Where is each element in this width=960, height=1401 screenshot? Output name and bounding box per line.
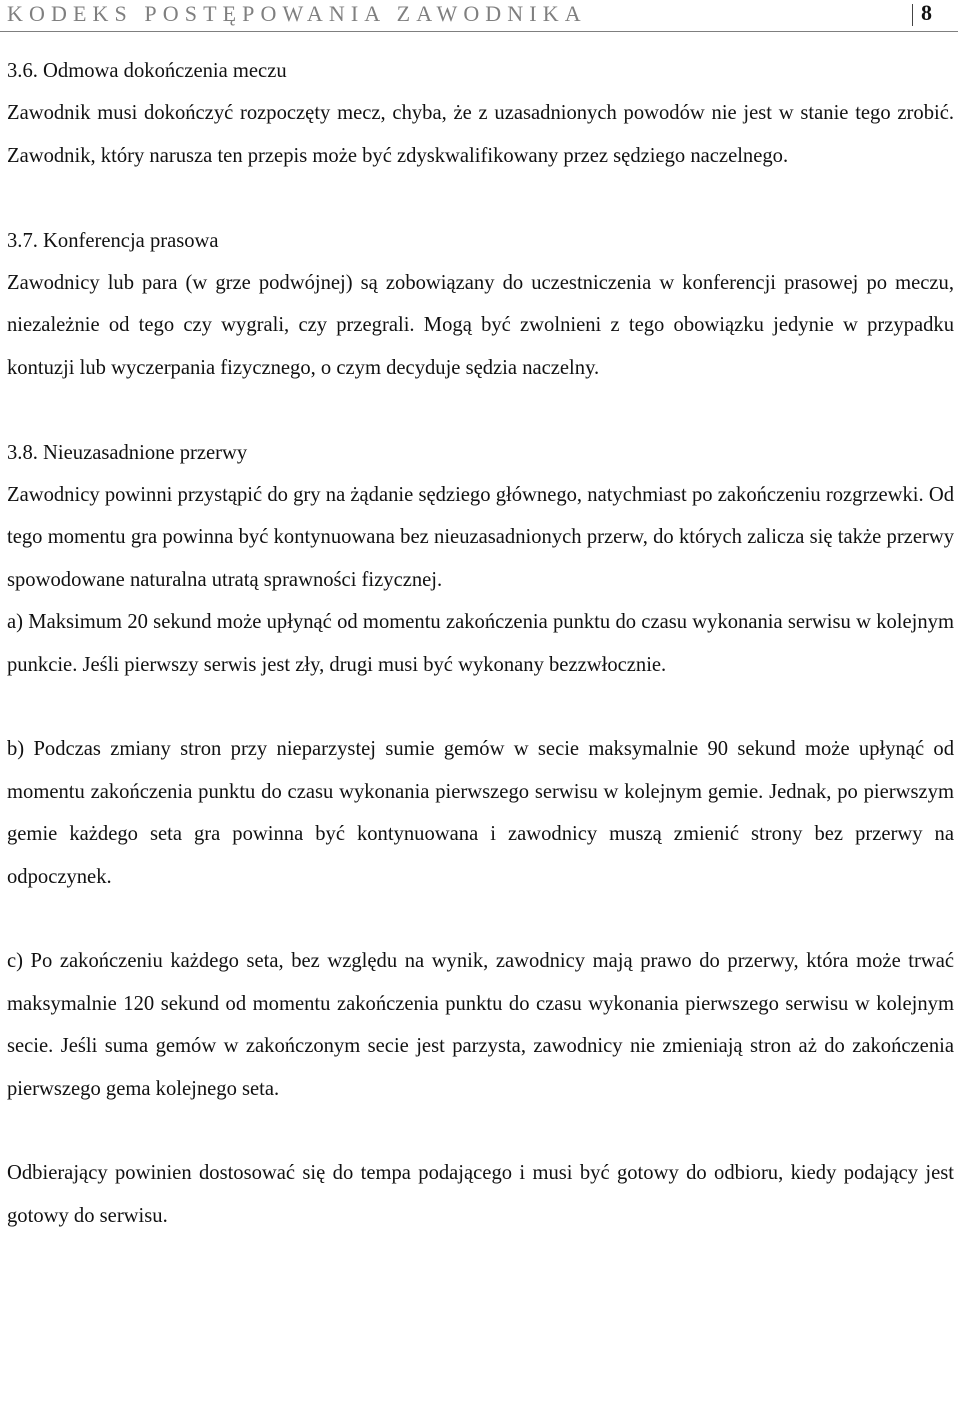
paragraph: Zawodnik musi dokończyć rozpoczęty mecz, chyba, że z uzasadnionych powodów nie jest w stanie tego zrobić. Zawodnik, który narusza ten przepis może być zdyskwalifikowany przez sędziego naczelnego. <box>7 102 954 167</box>
paragraph-spacer <box>7 177 954 219</box>
paragraph: Zawodnicy lub para (w grze podwójnej) są zobowiązany do uczestniczenia w konferencji prasowej po meczu, niezależnie od tego czy wygrali, czy przegrali. Mogą być zwolnieni z tego obowiązku jedynie w przypadku kontuzji lub wyczerpania fizycznego, o czym decyduje sędzia naczelny. <box>7 272 954 379</box>
header-rule <box>0 31 958 32</box>
paragraph: Zawodnicy powinni przystąpić do gry na żądanie sędziego głównego, natychmiast po zakończeniu rozgrzewki. Od tego momentu gra powinna być kontynuowana bez nieuzasadnionych przerw, do których zalicza się także przerwy spowodowane naturalna utratą sprawności fizycznej. <box>7 484 954 591</box>
paragraph-spacer <box>7 389 954 431</box>
paragraph: Odbierający powinien dostosować się do tempa podającego i musi być gotowy do odbioru, kiedy podający jest gotowy do serwisu. <box>7 1162 954 1227</box>
paragraph-spacer <box>7 898 954 940</box>
section-heading-3-7: 3.7. Konferencja prasowa <box>7 229 219 252</box>
document-title: KODEKS POSTĘPOWANIA ZAWODNIKA <box>7 1 587 26</box>
document-body <box>7 50 954 1237</box>
section-heading-3-6: 3.6. Odmowa dokończenia meczu <box>7 60 287 82</box>
section-heading-3-8: 3.8. Nieuzasadnione przerwy <box>7 441 248 464</box>
page-number: 8 <box>921 0 932 25</box>
paragraph-item-c: c) Po zakończeniu każdego seta, bez względu na wynik, zawodnicy mają prawo do przerwy, która może trwać maksymalnie 120 sekund od momentu zakończenia punktu do czasu wykonania pierwszego serwisu w kolejnym secie. Jeśli suma gemów w zakończonym secie jest parzysta, zawodnicy nie zmieniają stron aż do zakończenia pierwszego gema kolejnego seta. <box>7 950 954 1100</box>
header-separator <box>912 4 913 26</box>
paragraph-spacer <box>7 686 954 728</box>
paragraph-spacer <box>7 1110 954 1152</box>
page-header <box>0 0 960 34</box>
paragraph-item-b: b) Podczas zmiany stron przy nieparzystej sumie gemów w secie maksymalnie 90 sekund może upłynąć od momentu zakończenia punktu do czasu wykonania pierwszego serwisu w kolejnym gemie. Jednak, po pierwszym gemie każdego seta gra powinna być kontynuowana i zawodnicy muszą zmienić strony bez przerwy na odpoczynek. <box>7 738 954 888</box>
paragraph-item-a: a) Maksimum 20 sekund może upłynąć od momentu zakończenia punktu do czasu wykonania serwisu w kolejnym punkcie. Jeśli pierwszy serwis jest zły, drugi musi być wykonany bezzwłocznie. <box>7 611 954 676</box>
